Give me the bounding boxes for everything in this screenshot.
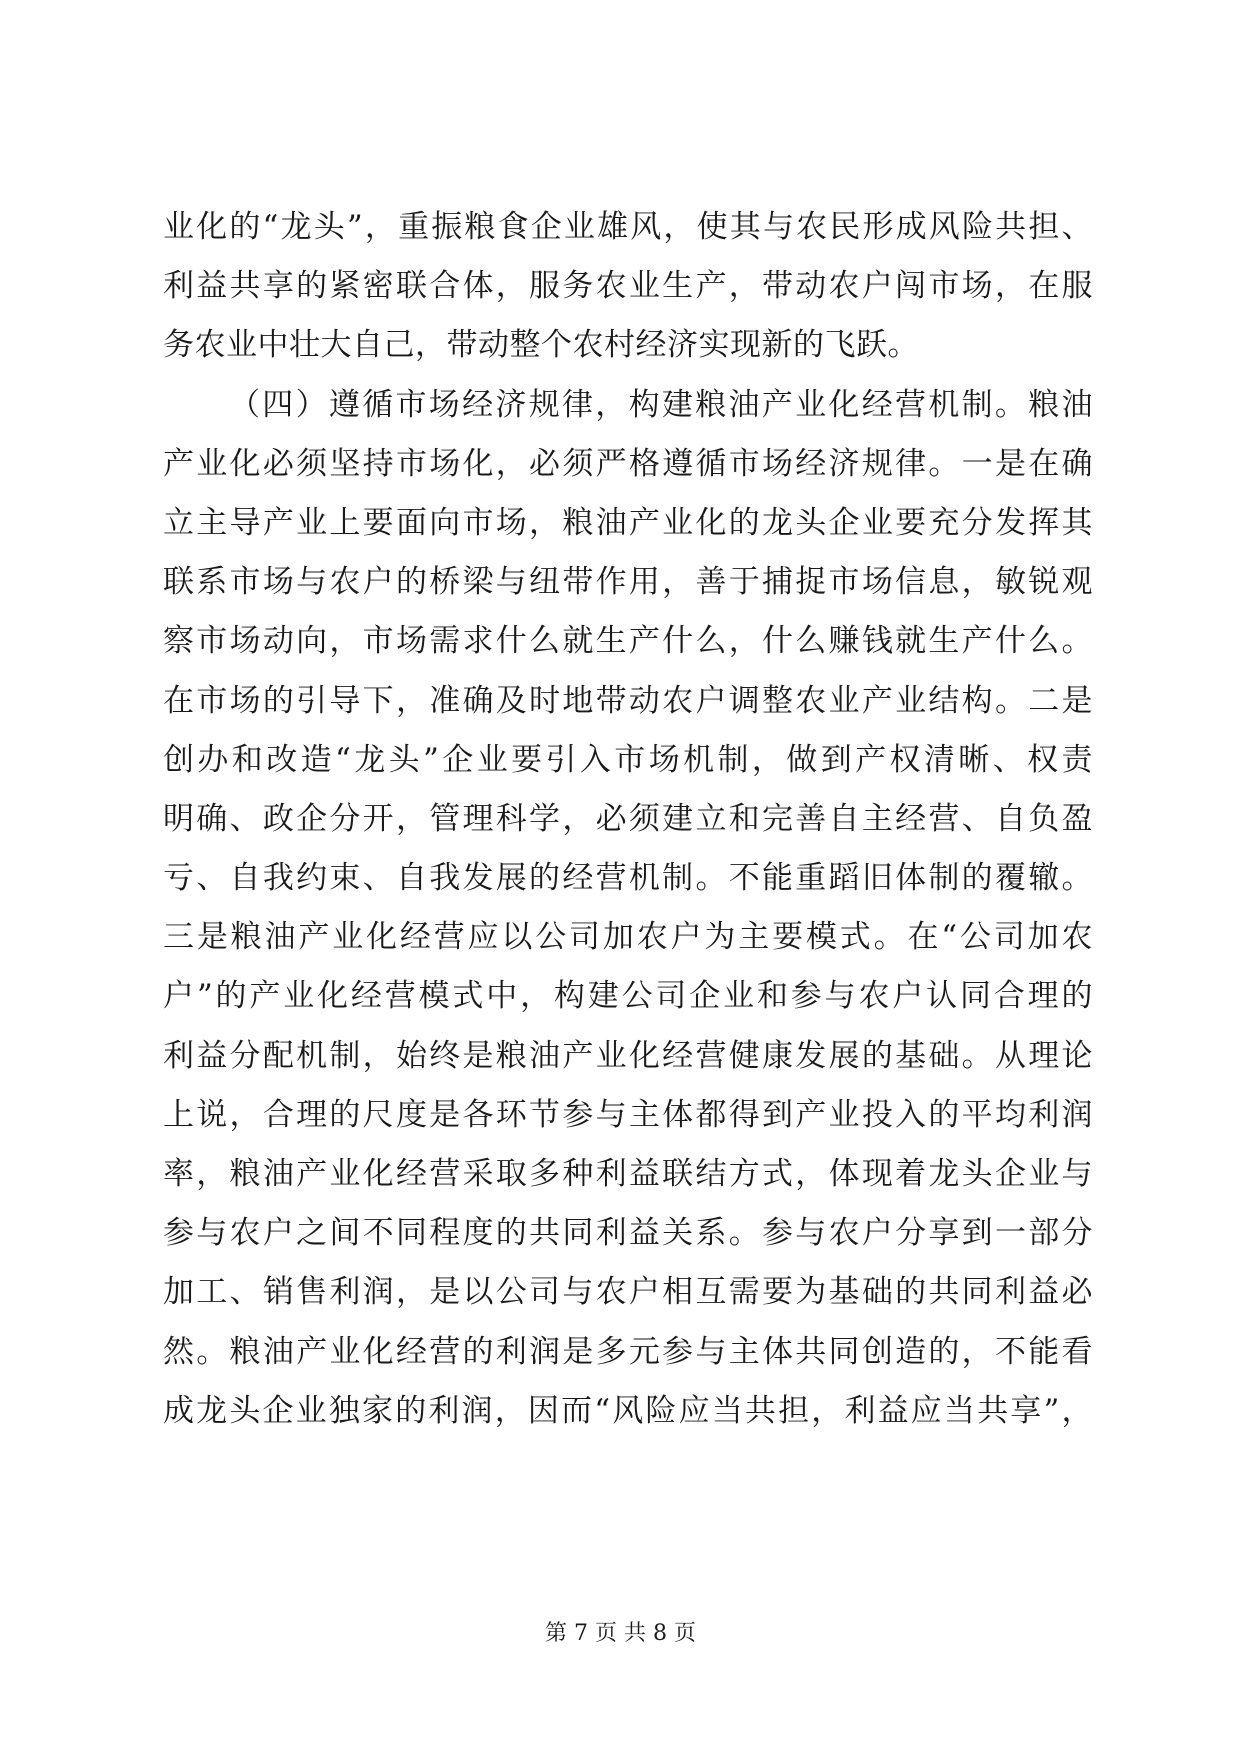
text-line (163, 1441, 1093, 1500)
text-line: 产业化必须坚持市场化，必须严格遵循市场经济规律。一是在确 (163, 445, 1093, 482)
text-line: 联系市场与农户的桥梁与纽带作用，善于捕捉市场信息，敏锐观 (163, 564, 1093, 601)
text-line: 利益分配机制，始终是粮油产业化经营健康发展的基础。从理论 (163, 1037, 1093, 1074)
text-line: 三是粮油产业化经营应以公司加农户为主要模式。在“公司加农 (163, 919, 1093, 956)
text-line: 在市场的引导下，准确及时地带动农户调整农业产业结构。二是 (163, 682, 1093, 719)
page-number-footer: 第 7 页 共 8 页 (545, 1621, 696, 1646)
text-line: 率，粮油产业化经营采取多种利益联结方式，体现着龙头企业与 (163, 1156, 1093, 1192)
text-line: 务农业中壮大自己，带动整个农村经济实现新的飞跃。 (163, 327, 919, 364)
text-line: 业化的“龙头”，重振粮食企业雄风，使其与农民形成风险共担、 (163, 209, 1093, 245)
document-body (163, 198, 1093, 1500)
text-line: 然。粮油产业化经营的利润是多元参与主体共同创造的，不能看 (163, 1333, 1093, 1370)
text-line: 户”的产业化经营模式中，构建公司企业和参与农户认同合理的 (163, 978, 1093, 1015)
text-line: 察市场动向，市场需求什么就生产什么，什么赚钱就生产什么。 (163, 623, 1093, 660)
paragraph-heading-line: （四）遵循市场经济规律，构建粮油产业化经营机制。粮油 (229, 386, 1093, 423)
text-line: 立主导产业上要面向市场，粮油产业化的龙头企业要充分发挥其 (163, 504, 1093, 541)
text-line: 参与农户之间不同程度的共同利益关系。参与农户分享到一部分 (163, 1215, 1093, 1252)
text-line: 加工、销售利润，是以公司与农户相互需要为基础的共同利益必 (163, 1274, 1093, 1311)
text-line: 亏、自我约束、自我发展的经营机制。不能重蹈旧体制的覆辙。 (163, 860, 1093, 897)
text-line: 上说，合理的尺度是各环节参与主体都得到产业投入的平均利润 (163, 1096, 1093, 1133)
text-line: 成龙头企业独家的利润，因而“风险应当共担，利益应当共享”， (163, 1392, 1093, 1429)
text-line: 利益共享的紧密联合体，服务农业生产，带动农户闯市场，在服 (163, 268, 1093, 305)
text-line: 创办和改造“龙头”企业要引入市场机制，做到产权清晰、权责 (163, 741, 1093, 778)
text-line: 明确、政企分开，管理科学，必须建立和完善自主经营、自负盈 (163, 800, 1093, 837)
